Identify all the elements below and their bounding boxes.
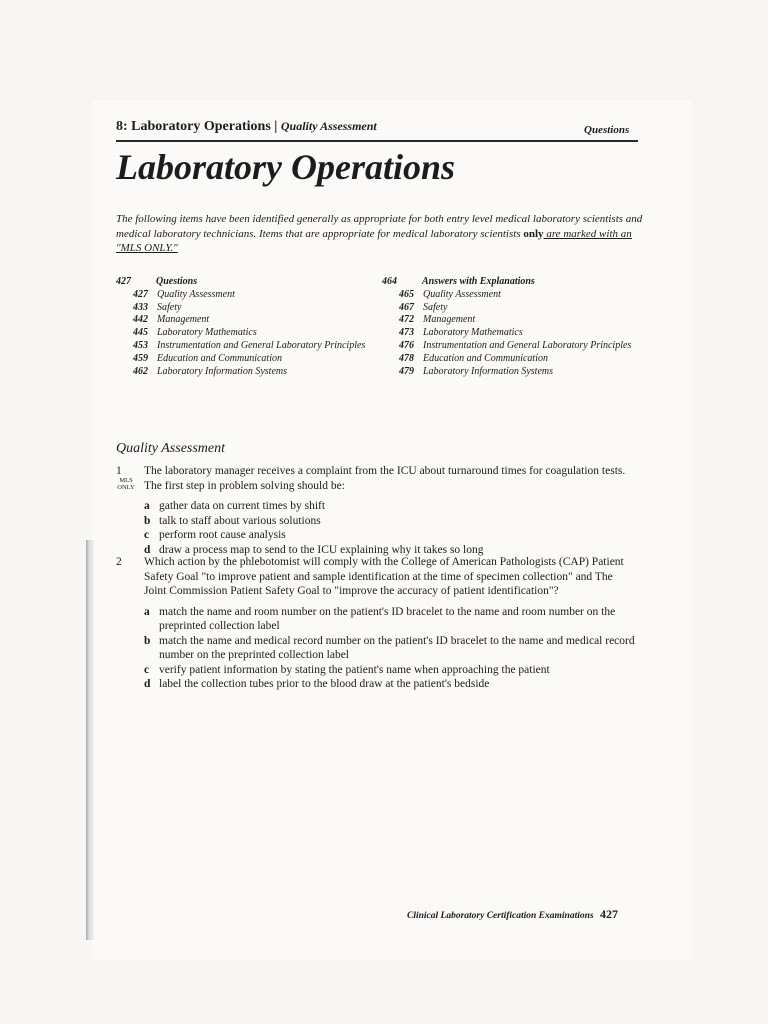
option-letter: b (144, 514, 151, 527)
subsection-label: Quality Assessment (280, 119, 377, 133)
toc-heading (116, 276, 386, 289)
option-letter: d (144, 543, 151, 556)
page-footer (407, 907, 618, 922)
running-head (116, 119, 377, 135)
toc-item-page: 445 (133, 327, 148, 339)
toc-item-page: 476 (399, 339, 414, 351)
toc-heading (382, 276, 652, 289)
answer-option[interactable] (144, 499, 636, 514)
binding-shadow (86, 540, 94, 940)
toc-item-label: Quality Assessment (423, 288, 501, 300)
question-number: 2 (116, 556, 122, 568)
option-text: perform root cause analysis (159, 529, 286, 541)
toc-item-page: 462 (133, 365, 148, 377)
option-text: match the name and medical record number on the patient's ID bracelet to the name and medical record number on the preprinted collection label (159, 634, 635, 661)
question (116, 464, 636, 557)
toc-item-page: 478 (399, 352, 414, 364)
option-text: draw a process map to send to the ICU explaining why it takes so long (159, 543, 484, 556)
toc-item-page: 479 (399, 365, 414, 377)
toc-item-label: Safety (157, 301, 182, 313)
question-stem: The laboratory manager receives a complaint from the ICU about turnaround times for coagulation tests. The first step in problem solving should be: (144, 465, 626, 492)
toc-item-label: Management (423, 314, 476, 326)
answer-option[interactable] (144, 605, 636, 634)
option-letter: a (144, 605, 150, 618)
toc-answers (382, 276, 652, 378)
toc-item[interactable] (116, 353, 386, 366)
toc-item[interactable] (382, 340, 652, 353)
option-text: gather data on current times by shift (159, 500, 326, 512)
page-title: Laboratory Operations (116, 147, 456, 187)
toc-item[interactable] (382, 289, 652, 302)
toc-item-page: 427 (133, 288, 148, 300)
toc-item-page: 433 (133, 301, 148, 313)
question (116, 555, 636, 692)
question-number: 1 (116, 465, 122, 477)
mls-only-badge (116, 478, 136, 491)
toc-item-label: Management (157, 314, 210, 326)
toc-item-label: Instrumentation and General Laboratory Principles (423, 339, 632, 351)
question-stem: Which action by the phlebotomist will comply with the College of American Pathologists (CAP) Patient Safety Goal "to improve patient and sample identification at the time of specimen collection" and The Joint Commission Patient Safety Goal to "improve the accuracy of patient identification"? (144, 556, 624, 597)
answer-option[interactable] (144, 677, 636, 692)
toc-item-label: Education and Communication (157, 352, 282, 364)
footer-book-title: Clinical Laboratory Certification Examinations (407, 911, 594, 921)
toc-item[interactable] (382, 366, 652, 379)
footer-page-number: 427 (599, 907, 618, 921)
toc-item-page: 442 (133, 314, 148, 326)
toc-item-label: Quality Assessment (157, 288, 235, 300)
toc-item-label: Instrumentation and General Laboratory Principles (157, 339, 366, 351)
answer-option[interactable] (144, 514, 636, 529)
toc-item-page: 472 (399, 314, 414, 326)
toc-item[interactable] (382, 314, 652, 327)
toc-questions (116, 276, 386, 378)
header-rule (116, 140, 638, 142)
toc-item-page: 453 (133, 339, 148, 351)
answer-options (144, 499, 636, 557)
option-letter: d (144, 678, 151, 690)
toc-heading-label: Answers with Explanations (422, 276, 535, 287)
toc-item-label: Education and Communication (423, 352, 548, 364)
option-text: match the name and room number on the patient's ID bracelet to the name and room number on the preprinted collection label (159, 605, 616, 632)
answer-options (144, 605, 636, 692)
toc-item-page: 467 (399, 301, 414, 313)
toc-item-label: Laboratory Mathematics (423, 327, 523, 339)
toc-item[interactable] (116, 289, 386, 302)
mls-badge-line: ONLY (117, 483, 135, 491)
intro-text-a: The following items have been identified generally as appropriate for both entry level medical laboratory scientists and medical laboratory technicians. Items that are appropriate for medical laboratory scientists (116, 213, 643, 240)
toc-item-page: 459 (133, 352, 148, 364)
option-text: verify patient information by stating the patient's name when approaching the patient (159, 663, 550, 676)
toc-item-label: Laboratory Mathematics (157, 327, 257, 339)
chapter-label: 8: Laboratory Operations | (116, 119, 278, 134)
option-text: label the collection tubes prior to the blood draw at the patient's bedside (159, 678, 490, 690)
toc-item[interactable] (382, 353, 652, 366)
option-letter: c (144, 529, 150, 541)
toc-item[interactable] (116, 366, 386, 379)
toc-item-label: Laboratory Information Systems (423, 365, 553, 377)
option-letter: b (144, 634, 151, 647)
section-title: Quality Assessment (116, 441, 226, 456)
toc-item[interactable] (116, 314, 386, 327)
toc-heading-label: Questions (156, 276, 198, 287)
toc-heading-page: 464 (382, 276, 397, 287)
answer-option[interactable] (144, 528, 636, 543)
answer-option[interactable] (144, 634, 636, 663)
toc-item[interactable] (382, 327, 652, 340)
toc-item-page: 465 (399, 288, 414, 300)
answer-option[interactable] (144, 663, 636, 678)
toc-item[interactable] (382, 302, 652, 315)
intro-paragraph (116, 212, 646, 256)
toc-item-page: 473 (399, 327, 414, 339)
intro-text-b: are marked with an "MLS ONLY." (116, 227, 632, 254)
option-text: talk to staff about various solutions (159, 514, 321, 527)
running-head-right: Questions (584, 124, 630, 136)
option-letter: c (144, 663, 150, 676)
toc-item[interactable] (116, 302, 386, 315)
toc-heading-page: 427 (116, 276, 131, 287)
toc-item-label: Laboratory Information Systems (157, 365, 287, 377)
toc-item-label: Safety (423, 301, 448, 313)
intro-emphasis: only (523, 227, 544, 240)
option-letter: a (144, 500, 150, 512)
toc-item[interactable] (116, 327, 386, 340)
toc-item[interactable] (116, 340, 386, 353)
mls-badge-line: MLS (119, 477, 133, 484)
